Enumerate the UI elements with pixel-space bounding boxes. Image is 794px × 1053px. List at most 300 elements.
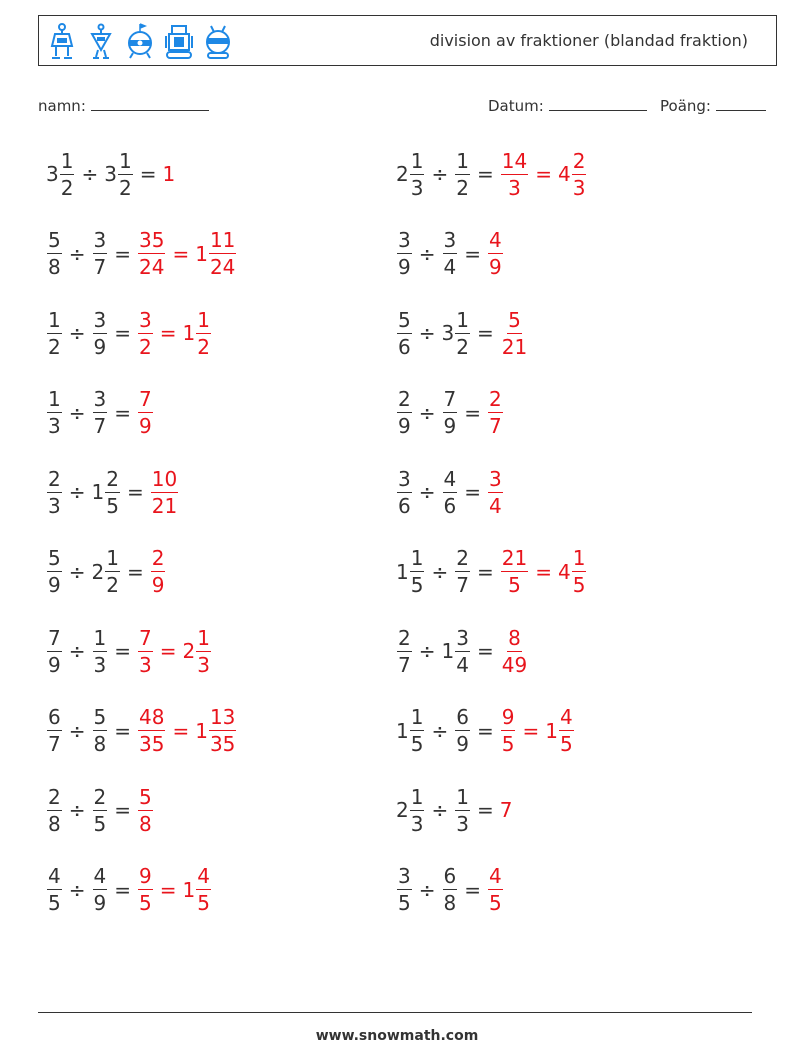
divisor-denominator: 5	[106, 493, 119, 518]
dividend-fraction	[397, 389, 412, 436]
answer-value-fraction	[488, 389, 503, 436]
dividend-numerator: 7	[48, 625, 61, 650]
dividend-fraction	[410, 548, 425, 595]
equals-sign: =	[114, 321, 131, 345]
answer	[137, 625, 212, 677]
answer-value	[137, 707, 166, 754]
answer-value-fraction	[572, 148, 587, 200]
answer	[137, 707, 237, 754]
divisor-numerator: 1	[118, 148, 132, 173]
problem-9	[46, 462, 179, 522]
dividend-denominator: 3	[410, 175, 424, 200]
answer-value-numerator: 2	[151, 546, 165, 570]
answer-value-whole: 2	[182, 639, 196, 663]
divisor-denominator: 7	[93, 414, 107, 438]
equals-sign: =	[476, 321, 494, 345]
answer-equals-sign: =	[159, 877, 177, 902]
divide-sign: ÷	[68, 480, 86, 504]
dividend-fraction	[410, 148, 425, 200]
dividend	[396, 466, 413, 518]
divisor-fraction	[93, 866, 108, 913]
dividend-whole: 3	[46, 162, 59, 186]
dividend	[46, 389, 63, 436]
dividend-fraction	[397, 230, 412, 277]
divisor-fraction	[455, 548, 470, 595]
answer-value-fraction	[501, 148, 528, 200]
answer-value	[487, 230, 504, 277]
answer-equals-sign: =	[535, 162, 552, 186]
answer-value-fraction	[138, 866, 153, 913]
problem-19	[46, 860, 212, 920]
answer-value	[150, 548, 167, 595]
dividend-numerator: 2	[48, 784, 61, 809]
answer-value-whole: 7	[499, 798, 513, 822]
score-blank[interactable]	[716, 96, 766, 111]
answer-value-fraction	[501, 707, 516, 754]
dividend	[46, 707, 63, 754]
equals-sign: =	[139, 162, 157, 186]
answer-value	[500, 307, 529, 359]
problem-8	[396, 383, 504, 443]
answer-value-fraction	[501, 625, 528, 677]
divisor	[92, 548, 121, 595]
divide-sign: ÷	[431, 559, 449, 584]
dividend-whole: 2	[396, 798, 409, 822]
answer-value-whole: 4	[557, 162, 571, 186]
problem-12	[396, 542, 587, 602]
dividend-numerator: 3	[398, 466, 411, 491]
dividend-fraction	[397, 866, 412, 913]
answer-value-denominator: 49	[501, 652, 528, 677]
answer-value-numerator: 35	[139, 228, 165, 252]
divisor	[454, 548, 471, 595]
answer-value	[500, 148, 529, 200]
divide-sign: ÷	[68, 321, 86, 345]
divisor-numerator: 3	[443, 228, 457, 252]
divide-sign: ÷	[418, 877, 436, 902]
divisor	[104, 148, 133, 200]
dividend-denominator: 9	[48, 652, 61, 677]
divisor	[441, 307, 471, 359]
divide-sign: ÷	[68, 400, 86, 425]
answer-value	[162, 162, 175, 186]
problem-13	[46, 621, 212, 681]
dividend	[396, 707, 425, 754]
dividend-fraction	[47, 548, 62, 595]
divisor	[454, 707, 471, 754]
dividend-fraction	[47, 389, 62, 436]
divisor-denominator: 9	[456, 732, 469, 756]
dividend-fraction	[47, 866, 62, 913]
answer-value-numerator: 11	[209, 228, 236, 252]
divisor-denominator: 8	[93, 732, 107, 756]
dividend	[396, 389, 413, 436]
answer	[500, 307, 529, 359]
divisor-numerator: 4	[93, 864, 107, 888]
dividend	[396, 230, 413, 277]
answer-value-denominator: 5	[139, 891, 152, 915]
divisor	[91, 466, 121, 518]
answer-value-whole: 1	[162, 162, 176, 186]
answer-value-denominator: 5	[572, 573, 586, 597]
divide-sign: ÷	[418, 241, 436, 266]
answer-value-fraction	[138, 707, 165, 754]
dividend-fraction	[397, 466, 412, 518]
answer-value	[182, 307, 212, 359]
divisor-numerator: 3	[93, 307, 107, 332]
score-label: Poäng:	[660, 97, 711, 115]
dividend-fraction	[410, 707, 425, 754]
divisor-numerator: 3	[93, 228, 107, 252]
divisor	[92, 707, 109, 754]
answer-value-denominator: 3	[572, 175, 586, 200]
dividend-denominator: 2	[60, 175, 74, 200]
answer	[487, 466, 504, 518]
divisor-denominator: 2	[106, 573, 119, 597]
answer-value-fraction	[501, 307, 528, 359]
problem-5	[46, 303, 212, 363]
answer-value-denominator: 21	[501, 334, 528, 359]
divisor	[92, 389, 109, 436]
divisor-numerator: 1	[93, 625, 107, 650]
dividend-denominator: 2	[48, 334, 61, 359]
dividend-fraction	[60, 148, 75, 200]
robot-icon-3	[125, 22, 155, 62]
dividend-denominator: 8	[48, 255, 61, 279]
answer	[500, 148, 588, 200]
dividend-whole: 2	[396, 162, 409, 186]
divisor-denominator: 2	[456, 175, 469, 200]
answer-value-denominator: 5	[501, 732, 515, 756]
divisor-fraction	[455, 307, 470, 359]
dividend-fraction	[410, 784, 425, 836]
divisor-denominator: 8	[443, 891, 457, 915]
answer-value-whole: 4	[557, 559, 571, 584]
answer-value-fraction	[151, 466, 178, 518]
dividend-denominator: 7	[398, 652, 411, 677]
dividend-numerator: 1	[48, 387, 61, 411]
divisor-numerator: 2	[456, 546, 469, 570]
answer-value	[487, 866, 504, 913]
dividend-numerator: 5	[48, 228, 61, 252]
answer-value-numerator: 3	[139, 307, 152, 332]
equals-sign: =	[476, 162, 494, 186]
date-blank[interactable]	[549, 96, 647, 111]
answer-value-numerator: 4	[489, 864, 502, 888]
answer-value-fraction	[488, 866, 503, 913]
answer-value-numerator: 5	[508, 307, 521, 332]
dividend-numerator: 2	[398, 387, 411, 411]
divide-sign: ÷	[431, 718, 449, 743]
robot-icon-4	[164, 22, 194, 62]
answer-value	[558, 548, 587, 595]
answer-value-denominator: 3	[197, 652, 210, 677]
answer-value-numerator: 2	[489, 387, 502, 411]
divisor-fraction	[93, 625, 108, 677]
dividend-fraction	[397, 625, 412, 677]
answer	[137, 230, 237, 277]
dividend-numerator: 1	[48, 307, 61, 332]
divisor-fraction	[443, 466, 458, 518]
dividend	[396, 548, 425, 595]
dividend-numerator: 2	[398, 625, 411, 650]
dividend-denominator: 5	[48, 891, 61, 915]
dividend-denominator: 9	[48, 573, 61, 597]
divisor	[442, 389, 459, 436]
divisor-fraction	[443, 230, 458, 277]
dividend-fraction	[47, 784, 62, 836]
divisor-fraction	[93, 307, 108, 359]
answer	[500, 707, 575, 754]
dividend	[396, 866, 413, 913]
divisor-numerator: 2	[93, 784, 107, 809]
problem-11	[46, 542, 166, 602]
divide-sign: ÷	[431, 798, 449, 822]
worksheet-title: division av fraktioner (blandad fraktion)	[429, 31, 748, 50]
answer-value-whole: 1	[545, 718, 558, 743]
footer-url[interactable]: www.snowmath.com	[315, 1028, 479, 1044]
answer-value-fraction	[559, 707, 574, 754]
answer-equals-sign: =	[172, 241, 190, 266]
problem-20	[396, 860, 504, 920]
dividend-numerator: 1	[410, 546, 424, 570]
dividend-fraction	[47, 230, 62, 277]
dividend	[46, 307, 63, 359]
divisor-numerator: 2	[106, 466, 119, 491]
divisor-denominator: 9	[443, 414, 457, 438]
problem-10	[396, 462, 504, 522]
dividend-denominator: 7	[48, 732, 61, 756]
dividend-numerator: 1	[410, 784, 424, 809]
answer-value-numerator: 1	[572, 546, 586, 570]
answer-equals-sign: =	[535, 559, 552, 584]
equals-sign: =	[464, 480, 481, 504]
answer	[500, 548, 588, 595]
answer-value-whole: 1	[182, 877, 196, 902]
answer-value-fraction	[501, 548, 528, 595]
dividend-numerator: 3	[398, 228, 411, 252]
problem-3	[46, 224, 237, 284]
problem-14	[396, 621, 529, 681]
divisor	[92, 784, 109, 836]
dividend-whole: 1	[396, 718, 409, 743]
equals-sign: =	[114, 400, 131, 425]
equals-sign: =	[126, 480, 144, 504]
answer-value-denominator: 2	[139, 334, 152, 359]
answer	[150, 548, 167, 595]
answer-value-fraction	[209, 230, 236, 277]
equals-sign: =	[464, 877, 481, 902]
answer	[137, 784, 154, 836]
answer-value	[487, 389, 504, 436]
divide-sign: ÷	[68, 718, 86, 743]
dividend-fraction	[47, 625, 62, 677]
answer-value-denominator: 3	[139, 652, 152, 677]
equals-sign: =	[114, 798, 131, 822]
divisor-denominator: 3	[93, 652, 107, 677]
dividend	[396, 148, 425, 200]
divisor-numerator: 3	[93, 387, 107, 411]
footer-divider	[38, 1012, 752, 1013]
dividend-denominator: 9	[398, 414, 411, 438]
dividend-denominator: 6	[398, 334, 411, 359]
name-blank[interactable]	[91, 96, 209, 111]
answer-value-denominator: 24	[209, 255, 236, 279]
dividend-numerator: 1	[60, 148, 74, 173]
equals-sign: =	[464, 241, 481, 266]
divisor-denominator: 4	[443, 255, 457, 279]
answer-value-numerator: 2	[572, 148, 586, 173]
answer-value-numerator: 4	[559, 705, 573, 729]
divide-sign: ÷	[431, 162, 449, 186]
divisor-fraction	[118, 148, 133, 200]
dividend	[46, 866, 63, 913]
divisor-whole: 1	[91, 480, 105, 504]
answer-value-numerator: 9	[139, 864, 152, 888]
divide-sign: ÷	[68, 798, 86, 822]
divide-sign: ÷	[81, 162, 99, 186]
divisor-fraction	[93, 389, 108, 436]
robot-icon-2	[86, 22, 116, 62]
answer-value-denominator: 9	[151, 573, 165, 597]
answer-value-denominator: 9	[139, 414, 152, 438]
divisor-whole: 1	[441, 639, 455, 663]
answer-value-fraction	[209, 707, 236, 754]
divisor-numerator: 6	[456, 705, 469, 729]
divide-sign: ÷	[418, 480, 436, 504]
score-field	[660, 96, 766, 115]
problem-7	[46, 383, 154, 443]
divisor-numerator: 1	[456, 148, 469, 173]
answer-value-whole: 1	[182, 321, 196, 345]
dividend	[396, 625, 413, 677]
answer-value-denominator: 24	[139, 255, 165, 279]
answer-value-denominator: 3	[508, 175, 521, 200]
answer-value-denominator: 2	[197, 334, 210, 359]
date-label: Datum:	[488, 97, 544, 115]
divisor	[442, 866, 459, 913]
divisor	[92, 866, 109, 913]
divisor-numerator: 1	[456, 307, 469, 332]
divisor-numerator: 5	[93, 705, 107, 729]
divisor-numerator: 6	[443, 864, 457, 888]
name-label: namn:	[38, 97, 86, 115]
answer	[137, 866, 212, 913]
divisor-fraction	[93, 707, 108, 754]
divisor-denominator: 6	[443, 493, 457, 518]
divisor-denominator: 3	[456, 811, 469, 836]
divisor	[454, 148, 471, 200]
answer-value	[195, 707, 237, 754]
equals-sign: =	[114, 877, 131, 902]
answer-value-denominator: 4	[489, 493, 502, 518]
divisor-numerator: 7	[443, 387, 457, 411]
dividend	[46, 230, 63, 277]
answer-value	[500, 625, 529, 677]
problem-1	[46, 144, 175, 204]
answer-value-fraction	[572, 548, 587, 595]
divide-sign: ÷	[68, 241, 86, 266]
answer-value-numerator: 48	[139, 705, 165, 729]
answer-value-fraction	[488, 230, 503, 277]
answer-value-numerator: 8	[508, 625, 521, 650]
divisor-fraction	[455, 784, 470, 836]
dividend-numerator: 1	[410, 148, 424, 173]
divisor-numerator: 1	[106, 546, 119, 570]
answer-equals-sign: =	[159, 639, 177, 663]
answer-value-numerator: 10	[151, 466, 178, 491]
answer-value-denominator: 5	[508, 573, 521, 597]
dividend-denominator: 6	[398, 493, 411, 518]
dividend-fraction	[47, 307, 62, 359]
answer-value-denominator: 5	[559, 732, 573, 756]
dividend-numerator: 5	[398, 307, 411, 332]
equals-sign: =	[126, 559, 144, 584]
answer-value-denominator: 7	[489, 414, 502, 438]
answer-value-fraction	[151, 548, 166, 595]
divisor-fraction	[455, 148, 470, 200]
answer-value	[500, 798, 513, 822]
answer-value-fraction	[196, 307, 211, 359]
dividend-numerator: 2	[48, 466, 61, 491]
divisor-numerator: 1	[456, 784, 469, 809]
divisor	[92, 230, 109, 277]
divide-sign: ÷	[418, 400, 436, 425]
dividend	[46, 625, 63, 677]
dividend-numerator: 5	[48, 546, 61, 570]
answer-value-fraction	[138, 784, 153, 836]
divisor	[92, 625, 109, 677]
answer	[500, 625, 529, 677]
dividend-denominator: 5	[410, 732, 424, 756]
answer-value-fraction	[488, 466, 503, 518]
answer-value-numerator: 14	[501, 148, 528, 173]
answer	[487, 866, 504, 913]
answer-value-denominator: 35	[139, 732, 165, 756]
dividend-denominator: 8	[48, 811, 61, 836]
equals-sign: =	[114, 241, 131, 266]
divisor-whole: 2	[91, 559, 105, 584]
dividend	[396, 784, 425, 836]
problem-16	[396, 701, 575, 761]
problem-6	[396, 303, 529, 363]
answer-value-numerator: 4	[489, 228, 502, 252]
answer-value-fraction	[138, 307, 153, 359]
divide-sign: ÷	[418, 321, 436, 345]
divisor-fraction	[93, 230, 108, 277]
name-field	[38, 96, 209, 115]
answer-value	[137, 784, 154, 836]
divisor	[92, 307, 109, 359]
divisor-fraction	[443, 389, 458, 436]
equals-sign: =	[476, 559, 494, 584]
answer-value-numerator: 13	[209, 705, 236, 729]
dividend-numerator: 4	[48, 864, 61, 888]
divisor	[442, 230, 459, 277]
answer-value-fraction	[138, 389, 153, 436]
divisor-numerator: 3	[456, 625, 469, 650]
answer-value-numerator: 21	[501, 546, 528, 570]
problem-18	[396, 780, 512, 840]
answer	[487, 389, 504, 436]
answer-value-numerator: 4	[197, 864, 210, 888]
dividend-whole: 1	[396, 559, 409, 584]
date-field	[488, 96, 647, 115]
dividend-fraction	[47, 707, 62, 754]
answer-value	[150, 466, 179, 518]
answer-value	[137, 389, 154, 436]
answer-value	[195, 230, 237, 277]
